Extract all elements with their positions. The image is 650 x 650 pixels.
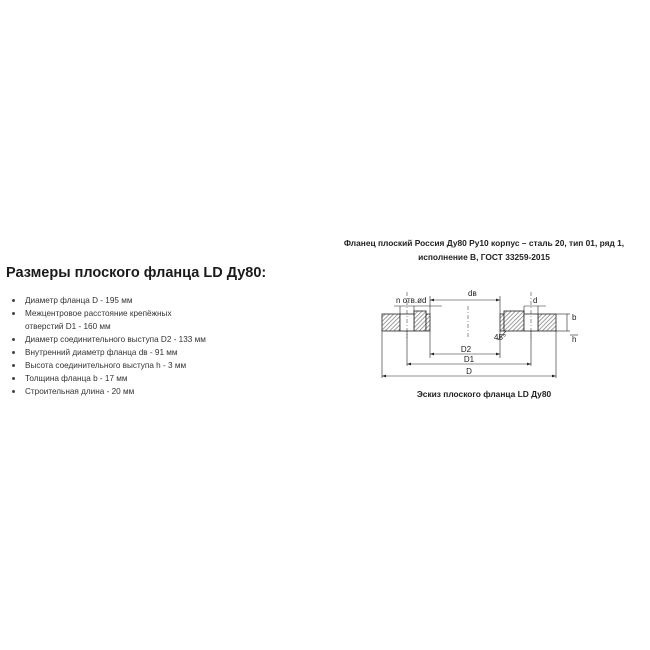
spec-item-raised-face-diameter	[10, 333, 300, 346]
spec-item-raised-face-height	[10, 359, 300, 372]
spec-item-inner-diameter	[10, 346, 300, 359]
specs-heading: Размеры плоского фланца LD Ду80:	[6, 265, 267, 281]
label-D2: D2	[460, 345, 472, 354]
spec-item-thickness	[10, 372, 300, 385]
specs-list	[10, 294, 300, 398]
spec-item-text: Диаметр соединительного выступа D2 - 133 мм	[25, 335, 206, 344]
label-D1: D1	[463, 355, 475, 364]
spec-item-length	[10, 385, 300, 398]
label-holes: n отв.ød	[396, 296, 427, 305]
spec-item-text: Межцентровое расстояние крепёжных	[25, 309, 172, 318]
spec-item-text: Толщина фланца b - 17 мм	[25, 374, 128, 383]
label-h: h	[572, 335, 577, 344]
label-d: d	[533, 296, 538, 305]
spec-item-flange-diameter	[10, 294, 300, 307]
label-D: D	[466, 367, 472, 376]
drawing-caption: Эскиз плоского фланца LD Ду80	[416, 389, 552, 399]
flange-sketch	[370, 282, 590, 382]
product-title: Фланец плоский Россия Ду80 Ру10 корпус – сталь 20, тип 01, ряд 1, исполнение В, ГОСТ 33259-2015	[343, 238, 625, 262]
spec-item-text: Строительная длина - 20 мм	[25, 387, 135, 396]
label-dv: dв	[468, 289, 477, 298]
spec-item-text: Высота соединительного выступа h - 3 мм	[25, 361, 187, 370]
spec-item-text: Внутренний диаметр фланца dв - 91 мм	[25, 348, 178, 357]
label-angle: 45°	[494, 333, 507, 342]
label-b: b	[572, 313, 577, 322]
spec-item-text: Диаметр фланца D - 195 мм	[25, 296, 133, 305]
spec-item-text-continued: отверстий D1 - 160 мм	[25, 322, 111, 331]
spec-item-bolt-circle	[10, 307, 300, 333]
